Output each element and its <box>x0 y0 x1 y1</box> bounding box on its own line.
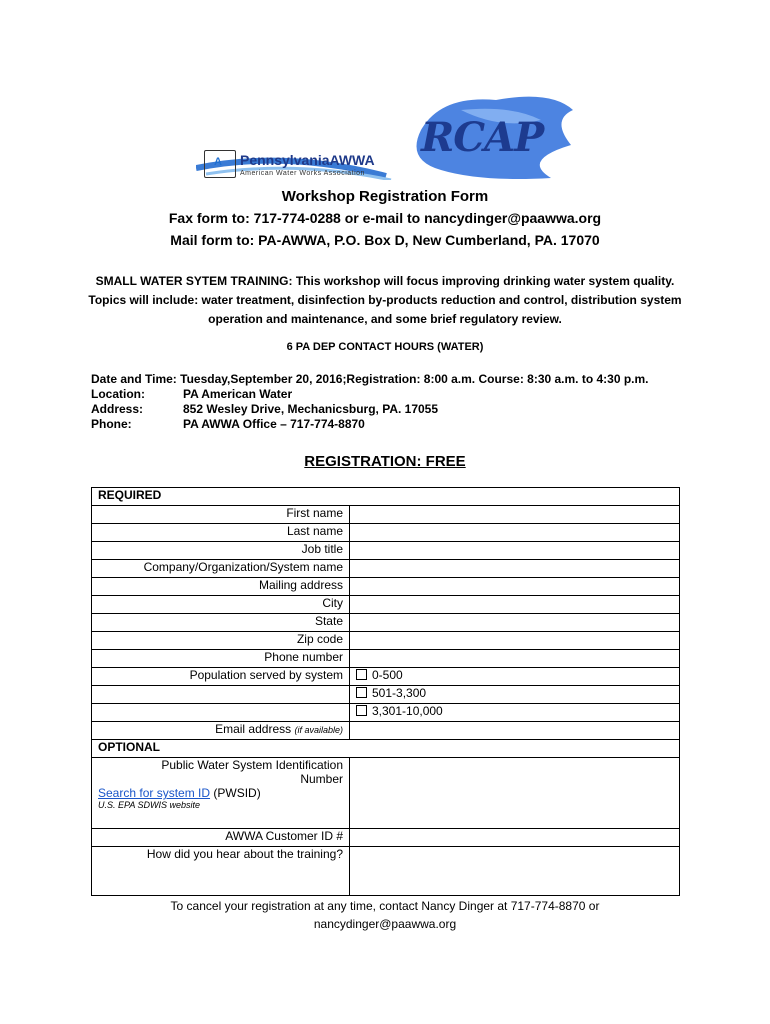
event-details <box>91 372 649 432</box>
mail-line: Mail form to: PA-AWWA, P.O. Box D, New Cumberland, PA. 17070 <box>170 232 600 248</box>
option-label: 501-3,300 <box>372 686 427 700</box>
mailing-address-input[interactable] <box>350 578 680 596</box>
address-row <box>91 402 649 417</box>
field-label: Company/Organization/System name <box>92 560 350 578</box>
field-label: Zip code <box>92 632 350 650</box>
option-label: 3,301-10,000 <box>372 704 443 718</box>
pwsid-cell <box>92 758 350 829</box>
location-label: Location: <box>91 387 145 401</box>
city-input[interactable] <box>350 596 680 614</box>
field-label <box>92 722 350 740</box>
field-label: City <box>92 596 350 614</box>
field-label: Mailing address <box>92 578 350 596</box>
field-label: Population served by system <box>92 668 350 686</box>
intro-text: SMALL WATER SYTEM TRAINING: This workshop will focus improving drinking water system quality. Topics will include: water treatment, disinfection by-products reduction and control, distribution system operation and maintenance, and some brief regulatory review. <box>88 274 682 326</box>
population-option[interactable] <box>350 704 680 722</box>
field-label: Job title <box>92 542 350 560</box>
field-label: First name <box>92 506 350 524</box>
field-label: Last name <box>92 524 350 542</box>
field-label: AWWA Customer ID # <box>92 829 350 847</box>
phone-label: Phone: <box>91 417 132 431</box>
awwa-id-input[interactable] <box>350 829 680 847</box>
email-label: Email address <box>215 722 292 736</box>
field-label: How did you hear about the training? <box>92 847 350 896</box>
address-value: 852 Wesley Drive, Mechanicsburg, PA. 17055 <box>183 402 439 416</box>
registration-heading: REGISTRATION: FREE <box>304 453 466 470</box>
last-name-input[interactable] <box>350 524 680 542</box>
location-value: PA American Water <box>183 387 293 401</box>
form-title: Workshop Registration Form <box>281 188 489 205</box>
optional-heading: OPTIONAL <box>92 740 680 758</box>
pa-awwa-wordmark: PennsylvaniaAWWA <box>240 152 375 168</box>
field-label: Phone number <box>92 650 350 668</box>
keystone-icon: A <box>204 150 236 178</box>
phone-value: PA AWWA Office – 717-774-8870 <box>183 417 365 431</box>
job-title-input[interactable] <box>350 542 680 560</box>
email-note: (if available) <box>294 725 343 735</box>
registration-table <box>91 487 680 896</box>
cancel-line-1: To cancel your registration at any time, contact Nancy Dinger at 717-774-8870 or <box>170 899 600 913</box>
epa-note: U.S. EPA SDWIS website <box>98 800 201 810</box>
rcar-wordmark: RCAP <box>421 114 544 161</box>
date-time: Date and Time: Tuesday,September 20, 2016;Registration: 8:00 a.m. Course: 8:30 a.m. to 4:30 p.m. <box>91 372 649 386</box>
cancel-line-2: nancydinger@paawwa.org <box>313 917 457 931</box>
required-heading: REQUIRED <box>92 488 680 506</box>
company-input[interactable] <box>350 560 680 578</box>
checkbox-icon[interactable] <box>356 705 367 716</box>
population-option[interactable] <box>350 686 680 704</box>
contact-hours: 6 PA DEP CONTACT HOURS (WATER) <box>286 341 484 353</box>
email-input[interactable] <box>350 722 680 740</box>
option-label: 0-500 <box>372 668 403 682</box>
cancel-note <box>0 897 770 933</box>
fax-line: Fax form to: 717-774-0288 or e-mail to nancydinger@paawwa.org <box>168 210 602 226</box>
location-row <box>91 387 649 402</box>
address-label: Address: <box>91 402 144 416</box>
search-system-link[interactable]: Search for system ID <box>98 786 211 800</box>
population-option[interactable] <box>350 668 680 686</box>
pa-awwa-subtitle: American Water Works Association <box>240 170 365 177</box>
pwsid-input[interactable] <box>350 758 680 829</box>
zip-input[interactable] <box>350 632 680 650</box>
pwsid-label: Public Water System Identification Number <box>161 758 343 786</box>
phone-input[interactable] <box>350 650 680 668</box>
checkbox-icon[interactable] <box>356 687 367 698</box>
state-input[interactable] <box>350 614 680 632</box>
pa-awwa-logo <box>196 120 396 180</box>
hear-input[interactable] <box>350 847 680 896</box>
phone-row <box>91 417 649 432</box>
field-label: State <box>92 614 350 632</box>
logos <box>196 90 576 190</box>
pwsid-suffix: (PWSID) <box>213 786 261 800</box>
checkbox-icon[interactable] <box>356 669 367 680</box>
first-name-input[interactable] <box>350 506 680 524</box>
